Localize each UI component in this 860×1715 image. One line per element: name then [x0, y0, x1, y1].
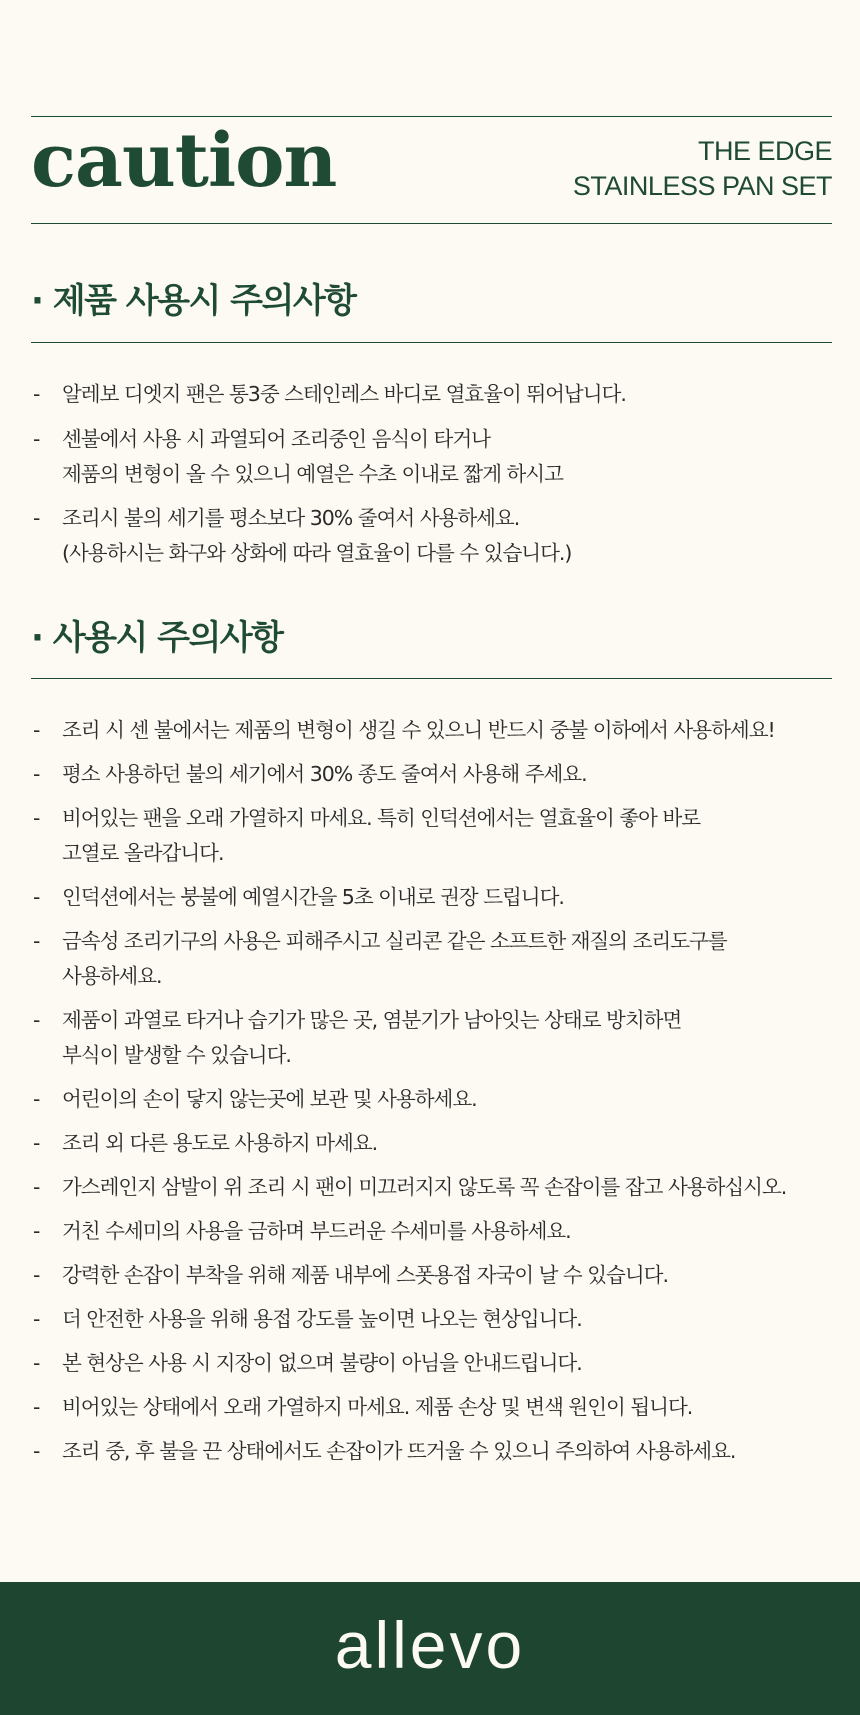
list-item: - 조리 시 센 불에서는 제품의 변형이 생길 수 있으니 반드시 중불 이하에서 사용하세요! [31, 713, 832, 748]
list-item: - 가스레인지 삼발이 위 조리 시 팬이 미끄러지지 않도록 꼭 손잡이를 잡고 사용하십시오. [31, 1170, 832, 1205]
list-item: - 강력한 손잡이 부착을 위해 제품 내부에 스폿용접 자국이 날 수 있습니다. [31, 1258, 832, 1293]
list-item: - 조리 외 다른 용도로 사용하지 마세요. [31, 1126, 832, 1161]
header-bottom-rule [31, 223, 832, 224]
section-title-usage-caution: · 사용시 주의사항 [31, 618, 283, 658]
list-item: - 조리 중, 후 불을 끈 상태에서도 손잡이가 뜨거울 수 있으니 주의하여 사용하세요. [31, 1434, 832, 1469]
bullet-dash: - [33, 1219, 40, 1243]
list-item: - 센불에서 사용 시 과열되어 조리중인 음식이 타거나 제품의 변형이 올 수 있으니 예열은 수초 이내로 짧게 하시고 [31, 422, 832, 492]
bullet-dash: - [33, 762, 40, 786]
allevo-logo: allevo [334, 1607, 526, 1682]
list-item: - 금속성 조리기구의 사용은 피해주시고 실리콘 같은 소프트한 재질의 조리도구를 사용하세요. [31, 924, 832, 994]
product-name-line2: STAINLESS PAN SET [572, 171, 832, 201]
bullet-dash: - [33, 718, 40, 742]
footer [0, 1582, 860, 1715]
header-top-rule [31, 116, 832, 117]
list-item: - 조리시 불의 세기를 평소보다 30% 줄여서 사용하세요. (사용하시는 화구와 상화에 따라 열효율이 다를 수 있습니다.) [31, 501, 832, 571]
section-2-rule [31, 678, 832, 679]
bullet-dash: - [33, 427, 40, 451]
list-item: - 평소 사용하던 불의 세기에서 30% 종도 줄여서 사용해 주세요. [31, 757, 832, 792]
bullet-dash: - [33, 506, 40, 530]
list-item: - 비어있는 상태에서 오래 가열하지 마세요. 제품 손상 및 변색 원인이 됩니다. [31, 1390, 832, 1425]
page-title: caution [31, 118, 337, 204]
list-item: - 알레보 디엣지 팬은 통3중 스테인레스 바디로 열효율이 뛰어납니다. [31, 377, 832, 412]
product-name-line1: THE EDGE [697, 136, 832, 166]
section-title-product-caution: · 제품 사용시 주의사항 [31, 281, 356, 321]
usage-caution-list [31, 713, 832, 1478]
list-item: - 인덕션에서는 붕불에 예열시간을 5초 이내로 권장 드립니다. [31, 880, 832, 915]
list-item: - 거친 수세미의 사용을 금하며 부드러운 수세미를 사용하세요. [31, 1214, 832, 1249]
bullet-dash: - [33, 1175, 40, 1199]
bullet-dash: - [33, 1351, 40, 1375]
bullet-dash: - [33, 1131, 40, 1155]
bullet-dash: - [33, 806, 40, 830]
bullet-dash: - [33, 929, 40, 953]
bullet-dash: - [33, 1439, 40, 1463]
bullet-dash: - [33, 1395, 40, 1419]
bullet-dash: - [33, 1263, 40, 1287]
section-1-rule [31, 342, 832, 343]
bullet-dash: - [33, 1087, 40, 1111]
list-item: - 제품이 과열로 타거나 습기가 많은 곳, 염분기가 남아잇는 상태로 방치하면 부식이 발생할 수 있습니다. [31, 1003, 832, 1073]
bullet-dash: - [33, 1008, 40, 1032]
bullet-dash: - [33, 885, 40, 909]
list-item: - 본 현상은 사용 시 지장이 없으며 불량이 아님을 안내드립니다. [31, 1346, 832, 1381]
product-name [573, 134, 832, 204]
list-item: - 더 안전한 사용을 위해 용접 강도를 높이면 나오는 현상입니다. [31, 1302, 832, 1337]
bullet-dash: - [33, 1307, 40, 1331]
list-item: - 어린이의 손이 닿지 않는곳에 보관 및 사용하세요. [31, 1082, 832, 1117]
list-item: - 비어있는 팬을 오래 가열하지 마세요. 특히 인덕션에서는 열효율이 좋아 바로 고열로 올라갑니다. [31, 801, 832, 871]
bullet-dash: - [33, 382, 40, 406]
product-caution-list [31, 377, 832, 571]
